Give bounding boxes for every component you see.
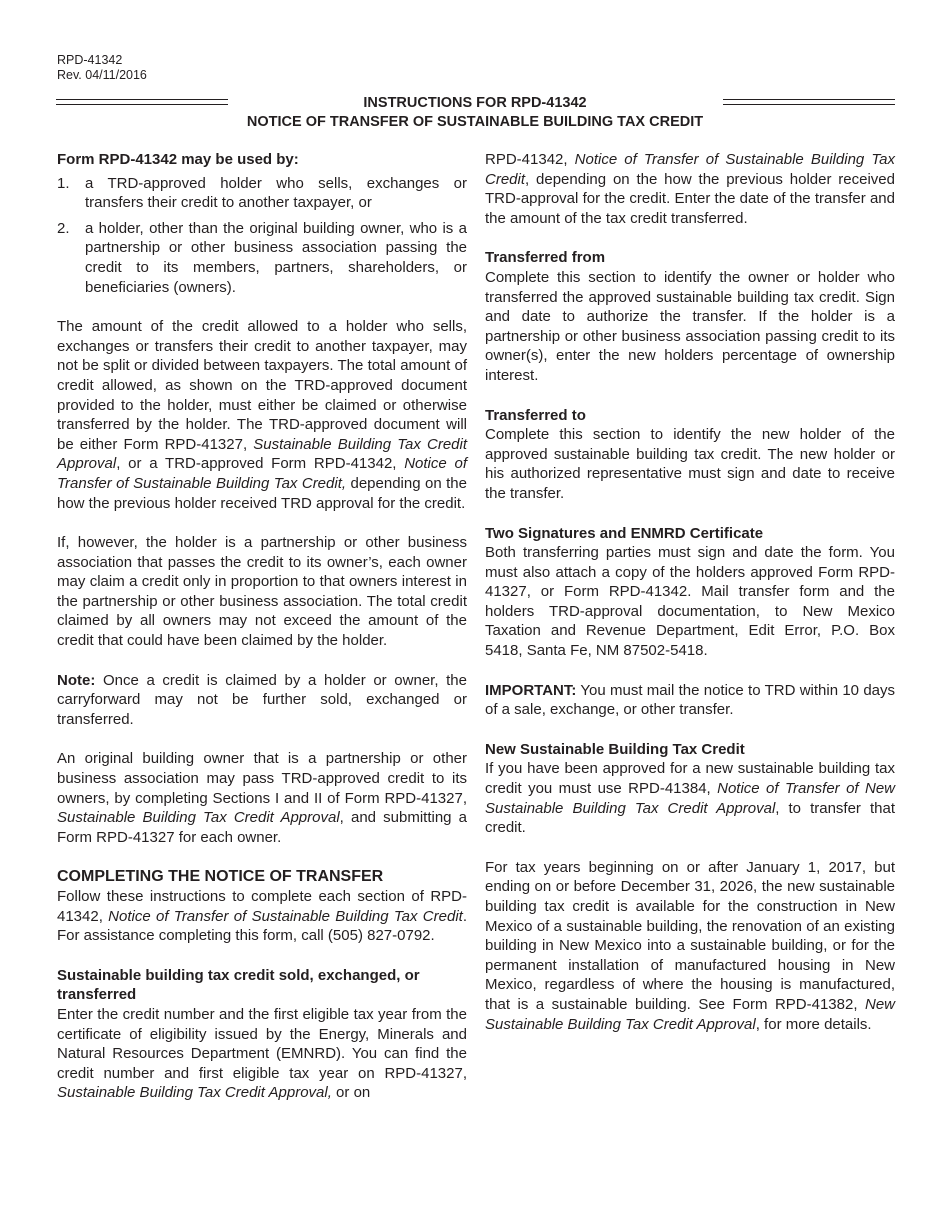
- left-column: [57, 150, 467, 1123]
- list-item: [57, 174, 467, 213]
- title-line-2: NOTICE OF TRANSFER OF SUSTAINABLE BUILDING TAX CREDIT: [246, 114, 704, 130]
- used-by-list: [57, 174, 467, 298]
- list-number: 2.: [57, 219, 70, 237]
- page-title: [230, 94, 720, 132]
- paragraph-continued: RPD-41342, Notice of Transfer of Sustainable Building Tax Credit, depending on the how the previous holder received TRD-approval for the credit. Enter the date of the transfer and the amount of the tax credit transferred.: [485, 151, 895, 227]
- note-label: Note:: [57, 671, 96, 689]
- right-column: [485, 150, 895, 1054]
- paragraph-completing: Follow these instructions to complete each section of RPD-41342, Notice of Transfer of Sustainable Building Tax Credit. For assistance completing this form, call (505) 827-0792.: [57, 888, 467, 945]
- list-number: 1.: [57, 174, 70, 192]
- signatures-heading: Two Signatures and ENMRD Certificate: [485, 524, 764, 542]
- transferred-from-heading: Transferred from: [485, 249, 606, 267]
- title-rule-right: [723, 99, 895, 105]
- title-line-1: INSTRUCTIONS FOR RPD-41342: [363, 95, 587, 111]
- revision-date: Rev. 04/11/2016: [57, 68, 147, 82]
- list-item: [57, 219, 467, 297]
- paragraph-original-owner: An original building owner that is a partnership or other business association may pass TRD-approved credit to its owners, by completing Sections I and II of Form RPD-41327, Sustainable Building Tax Credit Approval, and submitting a Form RPD-41327 for each owner.: [57, 750, 468, 846]
- sold-heading: Sustainable building tax credit sold, exchanged, or transferred: [57, 966, 420, 1004]
- paragraph-partnership: If, however, the holder is a partnership or other business association that passes the credit to its owner’s, each owner may claim a credit only in proportion to that owners interest in the partnership or other business association. The total credit claimed by all owners may not exceed the amount of the credit that could have been claimed by the holder.: [57, 534, 467, 650]
- title-rule-left: [56, 99, 228, 105]
- paragraph-note: Note: Once a credit is claimed by a holder or owner, the carryforward may not be further sold, exchanged or transferred.: [57, 671, 467, 728]
- paragraph-new-credit: If you have been approved for a new sustainable building tax credit you must use RPD-41384, Notice of Transfer of New Sustainable Building Tax Credit Approval, to transfer that credit.: [485, 760, 895, 837]
- paragraph-signatures: Both transferring parties must sign and date the form. You must also attach a copy of the holders approved Form RPD-41327, or Form RPD-41342. Mail transfer form and the holders TRD-approval documentation, to New Mexico Taxation and Revenue Department, Edit Error, P.O. Box 5418, Santa Fe, NM 87502-5418.: [485, 544, 895, 660]
- paragraph-tax-years: For tax years beginning on or after January 1, 2017, but ending on or before December 31, 2026, the new sustainable building tax credit is available for the construction in New Mexico of a sustainable building, the renovation of an existing building in New Mexico into a sustainable building, or for the permanent installation of manufactured housing in New Mexico, regardless of where the housing is manufactured, that is a sustainable building. See Form RPD-41382, New Sustainable Building Tax Credit Approval, for more details.: [485, 858, 895, 1033]
- paragraph-credit-amount: The amount of the credit allowed to a holder who sells, exchanges or transfers their credit to another taxpayer, may not be split or divided between taxpayers. The total amount of credit allowed, as shown on the TRD-approved document provided to the holder, must either be claimed or otherwise transferred by the holder. The TRD-approved document will be either Form RPD-41327, Sustainable Building Tax Credit Approval, or a TRD-approved Form RPD-41342, Notice of Transfer of Sustainable Building Tax Credit, depending on the how the previous holder received TRD approval for the credit.: [57, 318, 467, 512]
- paragraph-transferred-from: Complete this section to identify the owner or holder who transferred the approved sustainable building tax credit. Sign and date to authorize the transfer. If the holder is a partnership or other business association passing credit to its owner(s), enter the new holders percentage of ownership interest.: [485, 268, 895, 384]
- new-credit-heading: New Sustainable Building Tax Credit: [485, 740, 745, 758]
- list-text: a holder, other than the original building owner, who is a partnership or other business association passing the credit to its members, partners, shareholders, or beneficiaries (owners).: [85, 219, 467, 296]
- paragraph-important: IMPORTANT: You must mail the notice to TRD within 10 days of a sale, exchange, or other transfer.: [485, 681, 895, 719]
- completing-heading: COMPLETING THE NOTICE OF TRANSFER: [57, 868, 384, 886]
- important-label: IMPORTANT:: [485, 681, 577, 699]
- used-by-heading: Form RPD-41342 may be used by:: [57, 151, 299, 168]
- form-number: RPD-41342: [57, 53, 123, 67]
- paragraph-sold: Enter the credit number and the first eligible tax year from the certificate of eligibility issued by the Energy, Minerals and Natural Resources Department (EMNRD). You can find the credit number and first eligible tax year on RPD-41327, Sustainable Building Tax Credit Approval, or on: [57, 1005, 467, 1102]
- transferred-to-heading: Transferred to: [485, 406, 586, 424]
- form-meta: [57, 53, 147, 83]
- list-text: a TRD-approved holder who sells, exchanges or transfers their credit to another taxpayer, or: [85, 174, 467, 212]
- paragraph-transferred-to: Complete this section to identify the new holder of the approved sustainable building tax credit. The new holder or his authorized representative must sign and date to receive the transfer.: [485, 426, 895, 502]
